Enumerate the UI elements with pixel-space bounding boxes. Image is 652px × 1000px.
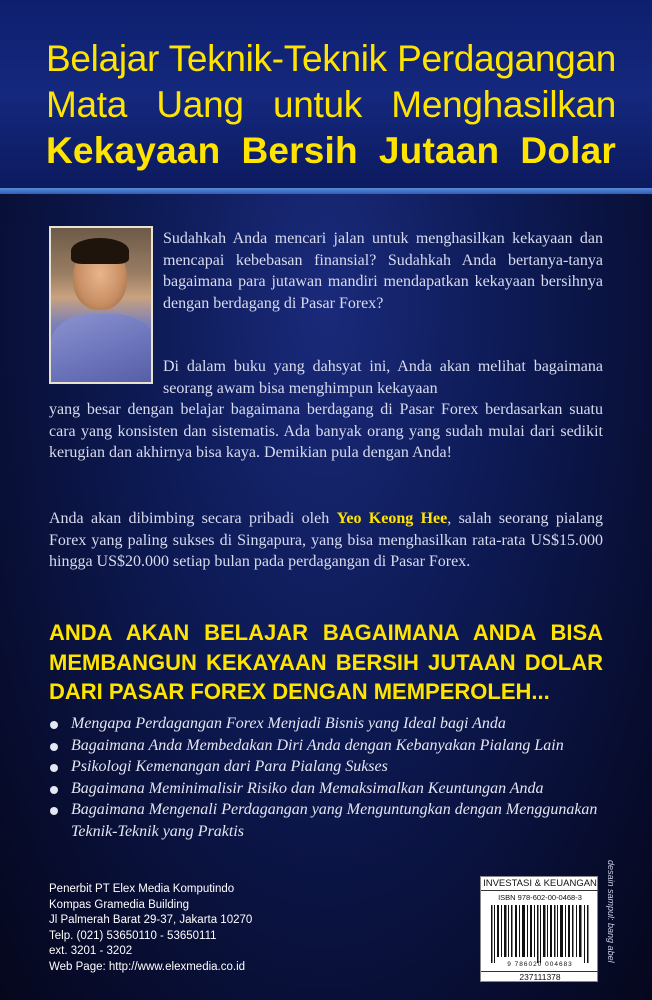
list-item (49, 778, 609, 800)
callout-line-1: ANDA AKAN BELAJAR BAGAIMANA ANDA BISA (49, 620, 603, 645)
callout-line-3: DARI PASAR FOREX DENGAN MEMPEROLEH... (49, 679, 550, 704)
author-portrait (49, 226, 153, 384)
bullet-icon (50, 721, 58, 729)
bullet-icon (50, 764, 58, 772)
book-headline (46, 36, 616, 174)
list-item (49, 756, 609, 778)
author-name: Yeo Keong Hee (336, 510, 448, 527)
product-code: 237111378 (481, 971, 599, 983)
list-item-text: Bagaimana Meminimalisir Risiko dan Memaksimalkan Keuntungan Anda (71, 779, 544, 797)
author-intro: Anda akan dibimbing secara pribadi oleh (49, 510, 337, 527)
list-item-text: Bagaimana Mengenali Perdagangan yang Menguntungkan dengan Menggunakan Teknik-Teknik yang Praktis (71, 801, 598, 840)
list-item-text: Bagaimana Anda Membedakan Diri Anda dengan Kebanyakan Pialang Lain (71, 736, 564, 754)
book-description-rest: yang besar dengan belajar bagaimana berdagang di Pasar Forex berdasarkan suatu cara yang konsisten dan sistematis. Ada banyak orang yang sudah mulai dari sedikit kerugian dan akhirnya bisa kaya. Demikian pula dengan Anda! (49, 401, 603, 461)
intro-paragraph: Sudahkah Anda mencari jalan untuk menghasilkan kekayaan dan mencapai kebebasan finansial? Sudahkah Anda bertanya-tanya bagaimana para jutawan mandiri mendapatkan kekayaan bersihnya dengan berdagang di Pasar Forex? (163, 230, 603, 312)
portrait-hair (71, 238, 129, 264)
publisher-web: Web Page: http://www.elexmedia.co.id (49, 960, 246, 973)
isbn-label (480, 876, 598, 982)
headline-line-3: Kekayaan Bersih Jutaan Dolar (46, 130, 616, 171)
list-item-text: Psikologi Kemenangan dari Para Pialang Sukses (71, 758, 388, 775)
benefits-callout (49, 618, 603, 707)
barcode-icon (489, 905, 591, 963)
publisher-info (49, 882, 349, 976)
list-item (49, 713, 609, 735)
callout-line-2: MEMBANGUN KEKAYAAN BERSIH JUTAAN DOLAR (49, 649, 603, 675)
list-item (49, 735, 609, 757)
publisher-phone: Telp. (021) 53650110 - 53650111 (49, 929, 217, 942)
benefits-list (49, 713, 609, 842)
bullet-icon (50, 807, 58, 815)
publisher-name: Penerbit PT Elex Media Komputindo (49, 883, 235, 895)
publisher-building: Kompas Gramedia Building (49, 898, 189, 911)
list-item (49, 799, 609, 842)
author-paragraph (49, 508, 603, 573)
author-description: , salah seorang pialang Forex yang paling sukses di Singapura, yang bisa menghasilkan rata-rata US$15.000 hingga US$20.000 setiap bulan pada perdagangan di Pasar Forex. (49, 510, 604, 570)
portrait-shirt (51, 314, 153, 384)
publisher-ext: ext. 3201 - 3202 (49, 945, 133, 958)
list-item-text: Mengapa Perdagangan Forex Menjadi Bisnis yang Ideal bagi Anda (71, 715, 506, 732)
bullet-icon (50, 786, 58, 794)
bullet-icon (50, 743, 58, 751)
isbn-number: ISBN 978-602-00-0468-3 (498, 893, 582, 902)
isbn-category: INVESTASI & KEUANGAN (481, 877, 599, 891)
book-description-start: Di dalam buku yang dahsyat ini, Anda akan melihat bagaimana seorang awam bisa menghimpun kekayaan (163, 358, 603, 397)
headline-line-1: Belajar Teknik-Teknik Perdagangan (46, 38, 616, 79)
headline-line-2: Mata Uang untuk Menghasilkan (46, 84, 616, 125)
publisher-address: Jl Palmerah Barat 29-37, Jakarta 10270 (49, 914, 253, 927)
cover-design-credit: desain sampul: bang abel (606, 860, 616, 963)
barcode-digits: 9 786020 004683 (507, 961, 573, 968)
header-divider (0, 188, 652, 194)
